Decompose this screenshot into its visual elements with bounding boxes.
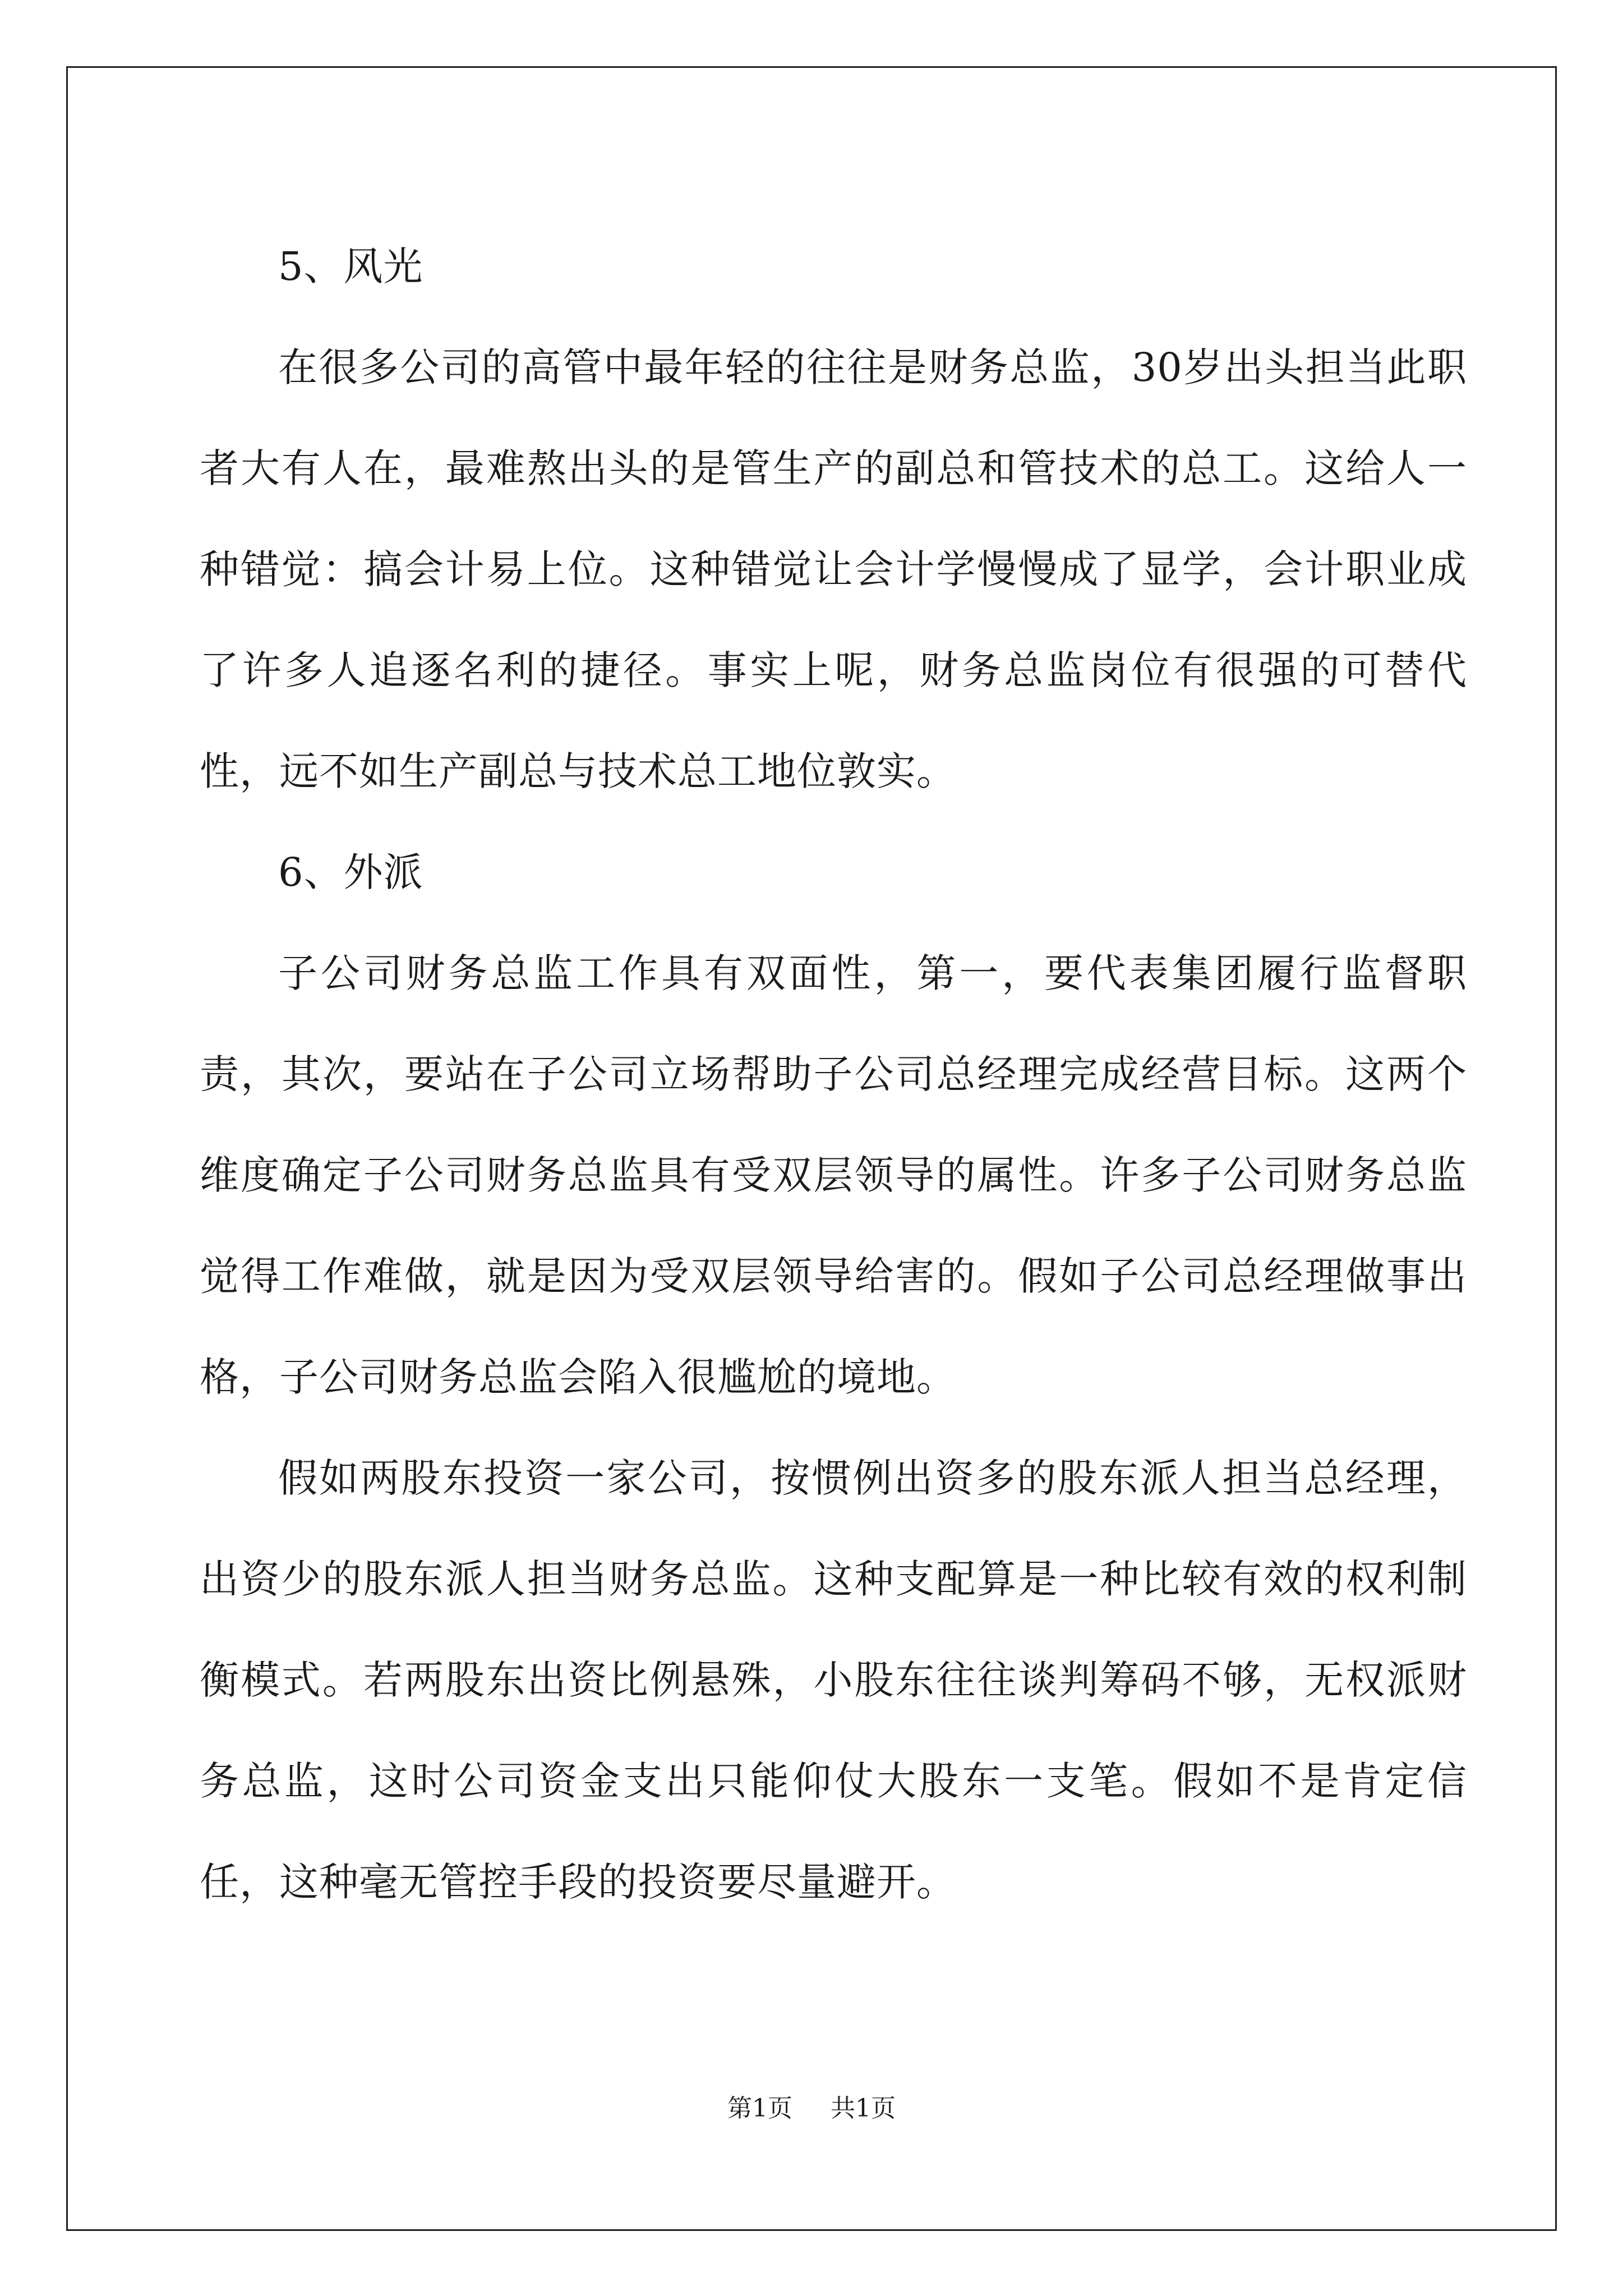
section-waipai bbox=[200, 822, 1467, 1932]
paragraph: 在很多公司的高管中最年轻的往往是财务总监，30岁出头担当此职者大有人在，最难熬出头的是管生产的副总和管技术的总工。这给人一种错觉：搞会计易上位。这种错觉让会计学慢慢成了显学，会计职业成了许多人追逐名利的捷径。事实上呢，财务总监岗位有很强的可替代性，远不如生产副总与技术总工地位敦实。 bbox=[200, 344, 1467, 794]
paragraph: 子公司财务总监工作具有双面性，第一，要代表集团履行监督职责，其次，要站在子公司立场帮助子公司总经理完成经营目标。这两个维度确定子公司财务总监具有受双层领导的属性。许多子公司财务总监觉得工作难做，就是因为受双层领导给害的。假如子公司总经理做事出格，子公司财务总监会陷入很尴尬的境地。 bbox=[200, 950, 1467, 1400]
document-body bbox=[200, 216, 1467, 1932]
section-heading: 5、风光 bbox=[278, 243, 423, 289]
section-fengguang bbox=[200, 216, 1467, 822]
section-heading: 6、外派 bbox=[278, 849, 423, 895]
page-number-total: 共1页 bbox=[831, 2094, 896, 2123]
page-number-current: 第1页 bbox=[727, 2094, 792, 2123]
page-footer bbox=[0, 2088, 1623, 2124]
paragraph: 假如两股东投资一家公司，按惯例出资多的股东派人担当总经理，出资少的股东派人担当财务总监。这种支配算是一种比较有效的权利制衡模式。若两股东出资比例悬殊，小股东往往谈判筹码不够，无权派财务总监，这时公司资金支出只能仰仗大股东一支笔。假如不是肯定信任，这种毫无管控手段的投资要尽量避开。 bbox=[200, 1455, 1467, 1905]
